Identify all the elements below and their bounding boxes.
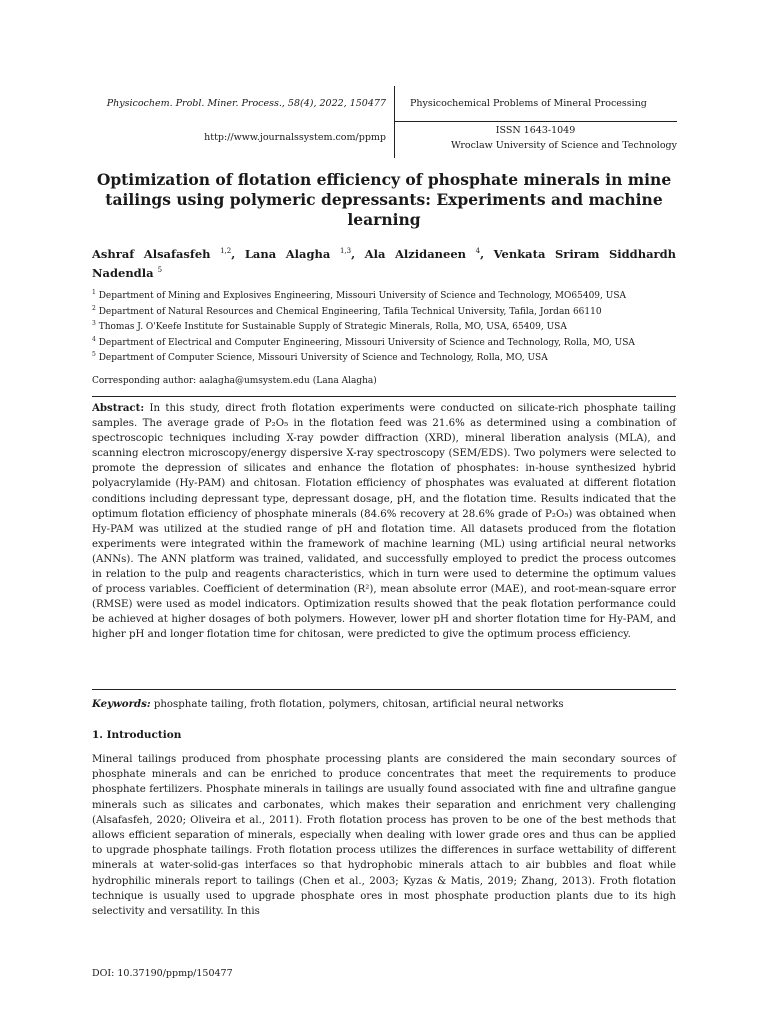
abstract-top-rule xyxy=(92,396,676,397)
journal-citation: Physicochem. Probl. Miner. Process., 58(4), 2022, 150477 xyxy=(106,98,386,109)
abstract-bottom-rule xyxy=(92,689,676,690)
paper-title: Optimization of flotation efficiency of phosphate minerals in mine tailings using polymeric depressants: Experiments and machine learning xyxy=(96,170,672,229)
corresponding-author: Corresponding author: aalagha@umsystem.edu (Lana Alagha) xyxy=(92,376,377,386)
author-name: Lana Alagha xyxy=(244,246,331,261)
keywords-label: Keywords: xyxy=(92,698,151,710)
author-list: Ashraf Alsafasfeh $^{1,2}$, Lana Alagha $^{1,3}$, Ala Alzidaneen $^4$, Venkata Sriram Siddhardh Nadendla $^5$ xyxy=(92,246,676,280)
author-name: Ala Alzidaneen xyxy=(364,246,467,261)
abstract-label: Abstract: xyxy=(92,402,145,414)
section-heading: 1. Introduction xyxy=(92,729,182,741)
journal-url[interactable]: http://www.journalssystem.com/ppmp xyxy=(204,132,386,143)
affiliation: $^4$ Department of Electrical and Computer Engineering, Missouri University of Science and Technology, Rolla, MO, USA xyxy=(92,336,635,348)
journal-name: Physicochemical Problems of Mineral Processing xyxy=(410,98,647,109)
affiliation: $^2$ Department of Natural Resources and Chemical Engineering, Tafila Technical University, Tafila, Jordan 66110 xyxy=(92,305,602,317)
affiliation: $^5$ Department of Computer Science, Missouri University of Science and Technology, Rolla, MO, USA xyxy=(92,351,548,363)
abstract-text: In this study, direct froth flotation experiments were conducted on silicate-rich phosphate tailing samples. The average grade of P₂O₅ in the flotation feed was 21.6% as determined using a combination of spectroscopic techniques including X-ray powder diffraction (XRD), mineral liberation analysis (MLA), and scanning electron microscopy/energy dispersive X-ray spectroscopy (SEM/EDS). Two polymers were selected to promote the depression of silicates and enhance the flotation of phosphates: in-house synthesized hybrid polyacrylamide (Hy-PAM) and chitosan. Flotation efficiency of phosphates was evaluated at different flotation conditions including depressant type, depressant dosage, pH, and the flotation time. Results indicated that the optimum flotation efficiency of phosphate minerals (84.6% recovery at 28.6% grade of P₂O₅) was obtained when Hy-PAM was utilized at the studied range of pH and flotation time. All datasets produced from the flotation experiments were integrated within the framework of machine learning (ML) using artificial neural networks (ANNs). The ANN platform was trained, validated, and successfully employed to predict the process outcomes in relation to the pulp and reagents characteristics, which in turn were used to determine the optimum values of process variables. Coefficient of determination (R²), mean absolute error (MAE), and root-mean-square error (RMSE) were used as model indicators. Optimization results showed that the peak flotation performance could be achieved at higher dosages of both polymers. However, lower pH and shorter flotation time for Hy-PAM, and higher pH and longer flotation time for chitosan, were predicted to give the optimum process efficiency. xyxy=(92,403,676,641)
keywords xyxy=(92,698,676,710)
header-horizontal-divider xyxy=(394,121,677,122)
author-name: Ashraf Alsafasfeh xyxy=(92,246,211,261)
author-name: Venkata Sriram Siddhardh Nadendla xyxy=(92,246,676,280)
affiliation: $^1$ Department of Mining and Explosives Engineering, Missouri University of Science and Technology, MO65409, USA xyxy=(92,289,627,301)
author-affil-marker: 1,3 xyxy=(339,247,352,255)
keywords-text: phosphate tailing, froth flotation, polymers, chitosan, artificial neural networks xyxy=(153,699,564,710)
author-affil-marker: 4 xyxy=(475,247,481,255)
publisher-university: Wroclaw University of Science and Technology xyxy=(451,140,677,151)
author-affil-marker: 5 xyxy=(157,265,163,274)
author-affil-marker: 1,2 xyxy=(220,247,232,255)
abstract xyxy=(92,401,676,643)
journal-issn: ISSN 1643-1049 xyxy=(495,125,576,136)
doi[interactable]: DOI: 10.37190/ppmp/150477 xyxy=(92,968,233,979)
introduction-text: Mineral tailings produced from phosphate processing plants are considered the main secondary sources of phosphate minerals and can be enriched to produce concentrates that meet the requirements to produce phosphate fertilizers. Phosphate minerals in tailings are usually found associated with fine and ultrafine gangue minerals such as silicates and carbonates, which makes their separation and enrichment very challenging (Alsafasfeh, 2020; Oliveira et al., 2011). Froth flotation process has proven to be one of the best methods that allows efficient separation of minerals, especially when dealing with lower grade ores and thus can be applied to upgrade phosphate tailings. Froth flotation process utilizes the differences in surface wettability of different minerals at water-solid-gas interfaces so that hydrophobic minerals attach to air bubbles and float while hydrophilic minerals report to tailings (Chen et al., 2003; Kyzas & Matis, 2019; Zhang, 2013). Froth flotation technique is usually used to upgrade phosphate ores in most phosphate production plants due to its high selectivity and versatility. In this xyxy=(92,754,676,918)
affiliation: $^3$ Thomas J. O'Keefe Institute for Sustainable Supply of Strategic Minerals, Rolla, MO, USA, 65409, USA xyxy=(92,320,567,332)
